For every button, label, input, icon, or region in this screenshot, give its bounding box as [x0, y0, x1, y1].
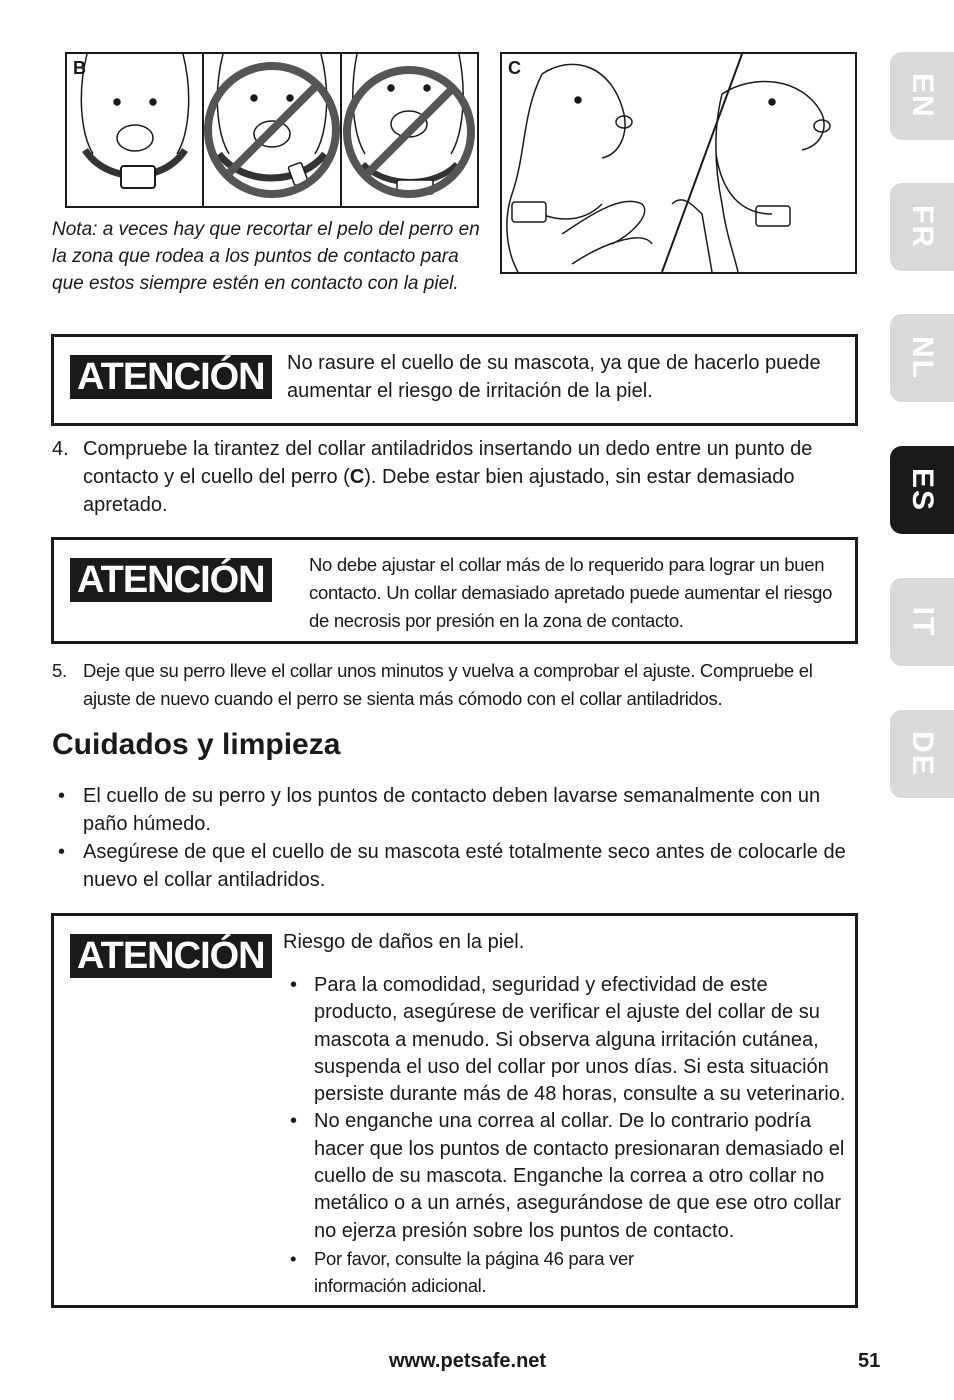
care-list	[52, 782, 862, 894]
figure-reference: C	[349, 466, 365, 488]
warning-box-3	[51, 913, 858, 1308]
step-5	[52, 657, 862, 713]
tab-label: NL	[906, 336, 939, 380]
step-number: 5.	[52, 660, 67, 681]
warning-intro: Riesgo de daños en la piel.	[283, 931, 525, 953]
tab-fr[interactable]	[890, 183, 954, 271]
dog-collar-fit-illustration	[67, 54, 477, 206]
step-text: ). Debe estar bien ajustado, sin estar demasiado apretado.	[83, 466, 795, 516]
list-item: • Por favor, consulte la página 46 para ver información adicional.	[287, 1245, 694, 1300]
tab-label: DE	[906, 731, 939, 777]
warning-badge: ATENCIÓN	[70, 934, 272, 978]
list-item: • No enganche una correa al collar. De lo contrario podría hacer que los puntos de contacto presionaran demasiado el cuello de su mascota. Enganche la correa a otro collar no metálico o a un arnés, asegurándose de que ese otro collar no ejerza presión sobre los puntos de contacto.	[287, 1108, 847, 1244]
warning-badge: ATENCIÓN	[70, 558, 272, 602]
trim-hair-note: Nota: a veces hay que recortar el pelo del perro en la zona que rodea a los puntos de contacto para que estos siempre estén en contacto con la piel.	[52, 219, 480, 294]
list-item: • Asegúrese de que el cuello de su mascota esté totalmente seco antes de colocarle de nuevo el collar antiladridos.	[52, 838, 862, 894]
section-heading: Cuidados y limpieza	[52, 728, 341, 761]
tab-label: IT	[905, 606, 939, 638]
warning-box-2	[51, 537, 858, 644]
tab-en[interactable]	[890, 52, 954, 140]
tab-nl[interactable]	[890, 314, 954, 402]
warning-text: No rasure el cuello de su mascota, ya que de hacerlo puede aumentar el riesgo de irritación de la piel.	[287, 352, 821, 402]
page-number: 51	[858, 1350, 881, 1372]
step-text: Compruebe la tirantez del collar antiladridos insertando un dedo entre un punto de contacto y el cuello del perro (	[83, 438, 813, 488]
tab-label: EN	[906, 73, 939, 119]
list-item: • Para la comodidad, seguridad y efectividad de este producto, asegúrese de verificar el ajuste del collar de su mascota a menudo. Si observa alguna irritación cutánea, suspenda el uso del collar por unos días. Si esta situación persiste durante más de 48 horas, consulte a su veterinario.	[287, 972, 847, 1108]
tab-es[interactable]	[890, 446, 954, 534]
tab-label: ES	[906, 467, 939, 513]
tab-de[interactable]	[890, 710, 954, 798]
figure-c	[500, 52, 857, 274]
warning-box-1	[51, 334, 858, 426]
figure-b	[65, 52, 479, 208]
step-number: 4.	[52, 438, 69, 460]
figure-c-label: C	[508, 58, 521, 78]
footer-url[interactable]: www.petsafe.net	[389, 1350, 547, 1372]
warning-badge: ATENCIÓN	[70, 355, 272, 399]
figure-b-label: B	[73, 58, 86, 78]
tab-label: FR	[906, 205, 939, 249]
step-4	[52, 435, 862, 519]
list-item: • El cuello de su perro y los puntos de contacto deben lavarse semanalmente con un paño húmedo.	[52, 782, 862, 838]
warning-list	[287, 972, 847, 1300]
finger-fit-check-illustration	[502, 54, 855, 272]
step-text: Deje que su perro lleve el collar unos minutos y vuelva a comprobar el ajuste. Compruebe el ajuste de nuevo cuando el perro se sienta más cómodo con el collar antiladridos.	[83, 660, 813, 709]
tab-it[interactable]	[890, 578, 954, 666]
warning-text: No debe ajustar el collar más de lo requerido para lograr un buen contacto. Un collar demasiado apretado puede aumentar el riesgo de necrosis por presión en la zona de contacto.	[309, 554, 833, 631]
